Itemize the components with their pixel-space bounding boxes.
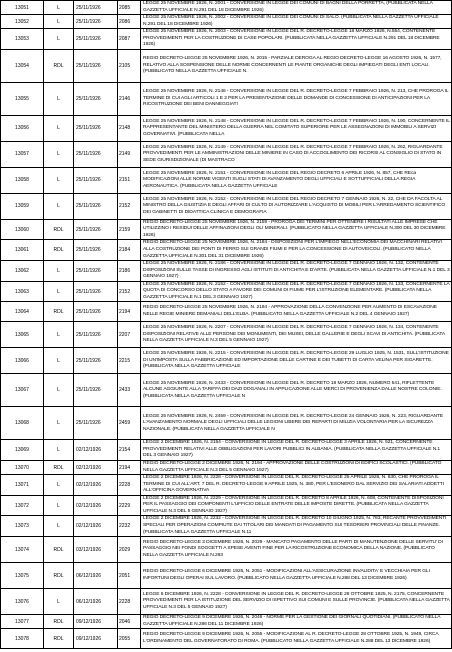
date-cell: 25/11/1926: [74, 240, 118, 261]
page-cell: 2184: [118, 240, 141, 261]
text-cell: LEGGE 2 DICEMBRE 1926, N. 2154 - CONVERSIONE IN LEGGE DEL R. DECRETO-LEGGE 3 APRILE 1926, N. 521, CONCERNENTE PROVVEDIMENTI RELATIVI ALLE OBBLIGAZIONI PER LAVORI PUBBLICI IN ALBANIA. (PUBBLICATA NELLA GAZZETTA UFFICIALE N.1 DEL 3 GENNAIO 1927): [141, 440, 452, 461]
table-row: [1, 261, 452, 282]
number-cell: 13051: [1, 1, 44, 15]
page-cell: 2433: [118, 374, 141, 407]
type-cell: L: [44, 1, 74, 15]
page-cell: 2149: [118, 141, 141, 167]
type-cell: L: [44, 15, 74, 29]
table-row: [1, 167, 452, 193]
page-cell: 2051: [118, 563, 141, 589]
type-cell: L: [44, 475, 74, 496]
type-cell: L: [44, 589, 74, 615]
text-cell: LEGGE 25 NOVEMBRE 1926, N. 2146 - CONVERSIONE IN LEGGE DEL R. DECRETO-LEGGE 7 FEBBRAIO 1926, N. 213, CHE PROROGA IL TERMINE DI CUI AGLI ARTICOLI 1 E 2 PER LA PRESENTAZIONE DELLE DOMANDE DI CONCESSIONE DI ANTICIPAZIONI PER LA RICOSTRUZIONE DEI BENI DANNEGGIATI: [141, 82, 452, 115]
number-cell: 13073: [1, 516, 44, 537]
type-cell: RDL: [44, 629, 74, 649]
table-row: [1, 407, 452, 440]
page-cell: 2207: [118, 322, 141, 348]
type-cell: L: [44, 281, 74, 302]
number-cell: 13054: [1, 49, 44, 82]
number-cell: 13071: [1, 475, 44, 496]
text-cell: REGIO DECRETO-LEGGE 9 DICEMBRE 1926, N. 2055 - MODIFICAZIONE AL R. DECRETO-LEGGE 28 OTTOBRE 1925, N. 1949, CIRCA L'ORDINAMENTO DEL GOVERNATORATO DI ROMA. (PUBBLICATO NELLA GAZZETTA UFFICIALE N.288 DEL 13 DICEMBRE 1926): [141, 629, 452, 649]
number-cell: 13076: [1, 589, 44, 615]
number-cell: 13067: [1, 374, 44, 407]
page-cell: 2215: [118, 348, 141, 374]
table-row: [1, 240, 452, 261]
text-cell: LEGGE 25 NOVEMBRE 1926, N. 2433 - CONVERSIONE IN LEGGE DEL R. DECRETO 18 MARZO 1926, NUMERO 541, RIFLETTENTE ALCUNE AGGIUNTE ALLA TARIFFA DEI DAZI DOGANALI IN APPLICAZIONE ALLE MERCI DI PROVENIENZA DALLE NOSTRE COLONIE. (PUBBLICATA NELLA GAZZETTA UFFICIALE N: [141, 374, 452, 407]
text-cell: LEGGE 25 NOVEMBRE 1926, N. 2151 - CONVERSIONE IN LEGGE DEL REGIO DECRETO 6 APRILE 1926, N. 857, CHE REca MODIFICAZIONI ALLE NORME VIGENTI SUGLI STATI DI AVANZAMENTO DEGLI UFFICIALI E SOTTUFFICIALI DELLA REGIA AERONAUTICA. (PUBBLICATA NELLA GAZZETTA UFFICIALE: [141, 167, 452, 193]
table-row: [1, 537, 452, 563]
type-cell: L: [44, 261, 74, 282]
page-cell: 2085: [118, 1, 141, 15]
type-cell: RDL: [44, 240, 74, 261]
date-cell: 25/11/1926: [74, 29, 118, 50]
text-cell: LEGGE 6 DICEMBRE 1926, N. 2228 - CONVERSIONE IN LEGGE DEL R. DECRETO-LEGGE 28 OTTOBRE 1925, N. 2175, CONCERNENTE PROVVEDIMENTI PER LA ISTITUZIONE DEL SERVIZIO DI ISPETTIVO SUI COMUNI E SULLE PROVINCIE. (PUBBLICATA NELLA GAZZETTA UFFICIALE N.3 DEL 5 GENNAIO 1927): [141, 589, 452, 615]
page-cell: 2105: [118, 49, 141, 82]
date-cell: 25/11/1926: [74, 281, 118, 302]
text-cell: LEGGE 2 DICEMBRE 1926, N. 2229 - CONVERSIONE IN LEGGE DEL R. DECRETO 8 APRILE 1926, N. 608, CONTENENTE DISPOSIZIONI PER IL PASSAGGIO DEI COMPONENTI L'UFFICIO DELLE ENTRATE DELLE IMPOSTE DIRETTE. (PUBBLICATA NELLA GAZZETTA UFFICIALE N.3 DEL 5 GENNAIO 1927): [141, 495, 452, 516]
date-cell: 25/11/1926: [74, 322, 118, 348]
text-cell: LEGGE 2 DICEMBRE 1926, N. 2232 - CONVERSIONE IN LEGGE DEL R. DECRETO 10 GIUGNO 1925, N. 783, RECANTE PROVVEDIMENTI SPECIALI PER OPERAZIONI COMPIUTE DAI TITOLARI DEI MANDATI DI PAGAMENTO SUI TESORIERI PROVINCIALI DELLE FINANZE. (PUBBLICATA NELLA GAZZETTA UFFICIALE N.11: [141, 516, 452, 537]
number-cell: 13069: [1, 440, 44, 461]
page-cell: 2046: [118, 615, 141, 629]
date-cell: 25/11/1926: [74, 141, 118, 167]
page-cell: 2229: [118, 495, 141, 516]
date-cell: 25/11/1926: [74, 348, 118, 374]
text-cell: LEGGE 25 NOVEMBRE 1926, N. 2459 - CONVERSIONE IN LEGGE DEL R. DECRETO-LEGGE 24 GENNAIO 1926, N. 223, RIGUARDANTE L'AVANZAMENTO NORMALE DEGLI UFFICIALI DELLE LEGIONI LIBERE DEI REPARTI DI MILIZIA VOLONTARIA PER LA SICUREZZA NAZIONALE. (PUBBLICATA NELLA GAZZETTA UFFICIALE N: [141, 407, 452, 440]
type-cell: RDL: [44, 302, 74, 322]
table-row: [1, 322, 452, 348]
number-cell: 13074: [1, 537, 44, 563]
table-row: [1, 615, 452, 629]
date-cell: 25/11/1926: [74, 407, 118, 440]
table-row: [1, 589, 452, 615]
page-cell: 2029: [118, 537, 141, 563]
number-cell: 13060: [1, 219, 44, 240]
number-cell: 13064: [1, 302, 44, 322]
date-cell: 09/12/1926: [74, 629, 118, 649]
number-cell: 13056: [1, 115, 44, 141]
number-cell: 13068: [1, 407, 44, 440]
number-cell: 13075: [1, 563, 44, 589]
type-cell: L: [44, 193, 74, 219]
type-cell: L: [44, 141, 74, 167]
number-cell: 13072: [1, 495, 44, 516]
date-cell: 06/12/1926: [74, 563, 118, 589]
table-row: [1, 82, 452, 115]
text-cell: REGIO DECRETO-LEGGE 25 NOVEMBRE 1926, N. 2184 - DISPOSIZIONI PER L'IMPIEGO NELL'ECONOMIA DEI MACCHINARI RELATIVI ALLA COSTRUZIONE DEI PONTI DI FERRO SUI GRANDI FIUMI E PER LA CONCESSIONE DI AUTOVEICOLI. (PUBBLICATO NELLA GAZZETTA UFFICIALE N.301 DEL 31 DICEMBRE 1926): [141, 240, 452, 261]
type-cell: L: [44, 29, 74, 50]
number-cell: 13065: [1, 322, 44, 348]
date-cell: 02/12/1926: [74, 495, 118, 516]
text-cell: LEGGE 25 NOVEMBRE 1926, N. 2148 - CONVERSIONE IN LEGGE DEL R. DECRETO-LEGGE 7 FEBBRAIO 1926, N. 190, CONCERNENTE IL RAPPRESENTANTE DEL MINISTERO DELLA GUERRA NEL COMITATO SUPERIORE PER LE ASSEGNAZIONI DI IMMOBILI A SERVIZI GOVERNATIVI. (PUBBLICATA NELLA: [141, 115, 452, 141]
table-row: [1, 219, 452, 240]
table-row: [1, 563, 452, 589]
type-cell: L: [44, 516, 74, 537]
table-row: [1, 302, 452, 322]
table-row: [1, 475, 452, 496]
table-row: [1, 440, 452, 461]
type-cell: L: [44, 440, 74, 461]
page-cell: 2194: [118, 461, 141, 475]
date-cell: 25/11/1926: [74, 15, 118, 29]
date-cell: 25/11/1926: [74, 302, 118, 322]
table-row: [1, 1, 452, 15]
text-cell: LEGGE 25 NOVEMBRE 1926, N. 2207 - CONVERSIONE IN LEGGE DEL R. DECRETO-LEGGE 7 GENNAIO 1926, N. 134, CONTENENTE DISPOSIZIONI RELATIVE ALLE PERSONE DEI MONUMENTI, DEI MUSEI, DELLE GALLERIE E DEGLI SCAVI DI ANTICHITA. (PUBBLICATA NELLA GAZZETTA UFFICIALE N.3 DEL 5 GENNAIO 1927): [141, 322, 452, 348]
page-cell: 2228: [118, 475, 141, 496]
page-cell: 2086: [118, 15, 141, 29]
page-cell: 2459: [118, 407, 141, 440]
number-cell: 13058: [1, 167, 44, 193]
type-cell: L: [44, 167, 74, 193]
table-row: [1, 374, 452, 407]
type-cell: L: [44, 495, 74, 516]
table-row: [1, 495, 452, 516]
number-cell: 13059: [1, 193, 44, 219]
date-cell: 02/12/1926: [74, 475, 118, 496]
table-row: [1, 141, 452, 167]
text-cell: LEGGE 25 NOVEMBRE 1926, N. 2002 - CONVERSIONE IN LEGGE DEI COMUNI DI SALO. (PUBBLICATA NELLA GAZZETTA UFFICIALE N.291 DEL 18 DICEMBRE 1926): [141, 15, 452, 29]
number-cell: 13077: [1, 615, 44, 629]
type-cell: L: [44, 322, 74, 348]
text-cell: LEGGE 25 NOVEMBRE 1926, N. 2215 - CONVERSIONE IN LEGGE DEL R. DECRETO-LEGGE 29 LUGLIO 1925, N. 1531, SULL'ISTITUZIONE DI UN'IMPOSTA SULLA FABBRICAZIONE ED IMPORTAZIONE DELLE CARTINE E DEI TUBETTI DI CARTA VELINA PER SIGARETTE. (PUBBLICATA NELLA GAZZETTA UFFICIALE: [141, 348, 452, 374]
page-cell: 2194: [118, 302, 141, 322]
type-cell: L: [44, 374, 74, 407]
page-cell: 2055: [118, 629, 141, 649]
page-cell: 2146: [118, 82, 141, 115]
date-cell: 25/11/1926: [74, 374, 118, 407]
number-cell: 13063: [1, 281, 44, 302]
type-cell: L: [44, 348, 74, 374]
number-cell: 13057: [1, 141, 44, 167]
date-cell: 03/12/1926: [74, 537, 118, 563]
date-cell: 25/11/1926: [74, 82, 118, 115]
text-cell: LEGGE 25 NOVEMBRE 1926, N. 2001 - CONVERSIONE IN LEGGE DEI COMUNI DI BAGNI DELLA PORRETTA, (PUBBLICATA NELLA GAZZETTA UFFICIALE N.291 DEL 18 DICEMBRE 1926): [141, 1, 452, 15]
number-cell: 13062: [1, 261, 44, 282]
number-cell: 13078: [1, 629, 44, 649]
type-cell: RDL: [44, 461, 74, 475]
page-cell: 2148: [118, 115, 141, 141]
type-cell: L: [44, 115, 74, 141]
table-row: [1, 29, 452, 50]
page-cell: 2151: [118, 167, 141, 193]
type-cell: RDL: [44, 615, 74, 629]
type-cell: RDL: [44, 219, 74, 240]
page-cell: 2232: [118, 516, 141, 537]
page-cell: 2186: [118, 261, 141, 282]
page-cell: 2159: [118, 219, 141, 240]
text-cell: REGIO DECRETO-LEGGE 2 DICEMBRE 1926, N. 2194 - APPROVAZIONE DELLE COSTRUZIONI DI EDIFICI SCOLASTICI. (PUBBLICATO NELLA GAZZETTA UFFICIALE N.3 DEL 5 GENNAIO 1927): [141, 461, 452, 475]
text-cell: LEGGE 25 NOVEMBRE 1926, N. 2152 - CONVERSIONE IN LEGGE DEL R. DECRETO-LEGGE 7 GENNAIO 1926, N. 133, CONCERNENTE LA QUOTA DI CONCORSO DELLO STATO A FAVORE DEI COMUNI DI FIUME PER L'ISTRUZIONE ELEMENTARE. (PUBBLICATA NELLA GAZZETTA UFFICIALE N.1 DEL 3 GENNAIO 1927): [141, 281, 452, 302]
text-cell: REGIO DECRETO-LEGGE 6 DICEMBRE 1926, N. 2051 - MODIFICAZIONI ALL'ASSICURAZIONE INVALIDITA' E VECCHIAIA PER GLI INFORTUNI DEGLI OPERAI SUL LAVORO. (PUBBLICATO NELLA GAZZETTA UFFICIALE N.288 DEL 13 DICEMBRE 1926): [141, 563, 452, 589]
page-cell: 2152: [118, 193, 141, 219]
number-cell: 13070: [1, 461, 44, 475]
table-row: [1, 115, 452, 141]
table-row: [1, 461, 452, 475]
date-cell: 02/12/1926: [74, 516, 118, 537]
type-cell: L: [44, 407, 74, 440]
table-row: [1, 629, 452, 649]
page-cell: 2087: [118, 29, 141, 50]
page-cell: 2228: [118, 589, 141, 615]
number-cell: 13053: [1, 29, 44, 50]
type-cell: RDL: [44, 537, 74, 563]
table-body: [1, 1, 452, 649]
number-cell: 13066: [1, 348, 44, 374]
date-cell: 25/11/1926: [74, 49, 118, 82]
date-cell: 02/12/1926: [74, 440, 118, 461]
date-cell: 06/12/1926: [74, 589, 118, 615]
date-cell: 25/11/1926: [74, 193, 118, 219]
text-cell: REGIO DECRETO-LEGGE 3 DICEMBRE 1926, N. 2029 - MANCATO PAGAMENTO DELLE PARTI DI MANUTENZIONE DELLE SERVITU' DI PASSAGGIO NEI FONDI SOGGETTI A SPESE AVENTI FINE PER LA RICOSTRUZIONE ECONOMICA DELLA NAZIONE. (PUBBLICATO NELLA GAZZETTA UFFICIALE N.293: [141, 537, 452, 563]
table-row: [1, 193, 452, 219]
text-cell: LEGGE 25 NOVEMBRE 1926, N. 2186 - CONVERSIONE IN LEGGE DEL R. DECRETO-LEGGE 7 GENNAIO 1926, N. 132, CONTENENTE DISPOSIZIONI SULLE TASSE DI INGRESSO AGLI ISTITUTI DI ANTICHITA E D'ARTE. (PUBBLICATA NELLA GAZZETTA UFFICIALE N.1 DEL 3 GENNAIO 1927): [141, 261, 452, 282]
page-cell: 2152: [118, 281, 141, 302]
text-cell: REGIO DECRETO-LEGGE 25 NOVEMBRE 1926, N. 2159 - PROROGA DEI TERMINI PER OTTENERE I RISULTATI ALLE IMPRESE CHE UTILIZZINO I RESIDUI DELLE AFFINAZIONI DEGLI OLI MINERALI. (PUBBLICATO NELLA GAZZETTA UFFICIALE N.300 DEL 30 DICEMBRE 1926): [141, 219, 452, 240]
table-row: [1, 49, 452, 82]
text-cell: LEGGE 25 NOVEMBRE 1926, N. 2003 - CONVERSIONE IN LEGGE DEL R. DECRETO-LEGGE 18 MARZO 1926, N.554, CONTENENTE PROVVEDIMENTI PER LA COSTRUZIONE DI CASE POPOLARI. (PUBBLICATA NELLA GAZZETTA UFFICIALE N.291 DEL 18 DICEMBRE 1926): [141, 29, 452, 50]
text-cell: REGIO DECRETO-LEGGE 25 NOVEMBRE 1926, N. 2194 - APPROVAZIONE DELLA CONVENZIONE PER AUMENTO DI ESCAVAZIONE NELLE REGIE MINIERE DEMANIALI DELL'ELBA. (PUBBLICATO NELLA GAZZETTA UFFICIALE N.2 DEL 4 GENNAIO 1927): [141, 302, 452, 322]
type-cell: RDL: [44, 563, 74, 589]
date-cell: 02/12/1926: [74, 461, 118, 475]
text-cell: REGIO DECRETO-LEGGE 9 DICEMBRE 1926, N. 2046 - NORME PER LA GESTIONE DEI GIORNALI QUOTIDIANI. (PUBBLICATO NELLA GAZZETTA UFFICIALE N.286 DEL 11 DICEMBRE 1926): [141, 615, 452, 629]
type-cell: L: [44, 82, 74, 115]
text-cell: LEGGE 25 NOVEMBRE 1926, N. 2152 - CONVERSIONE IN LEGGE DEL REGIO DECRETO 7 GENNAIO 1926, N. 22, CHE DA FACOLTA AL MINISTRO DELLA GIUSTIZIA E DEGLI AFFARI DI CULTO DI AUTORIZZARE L'ACQUISTO DI MOBILI PER L'ARREDAMENTO SCIENTIFICO DEI GABINETTI DI DIDATTICA CLINICA E DEMOGRAFIA: [141, 193, 452, 219]
number-cell: 13055: [1, 82, 44, 115]
date-cell: 25/11/1926: [74, 167, 118, 193]
text-cell: LEGGE 25 NOVEMBRE 1926, N. 2149 - CONVERSIONE IN LEGGE DEL R. DECRETO-LEGGE 7 FEBBRAIO 1926, N. 262, RIGUARDANTE PROVVEDIMENTI PER LE AMMINISTRAZIONI DELLE MINIERE IN CASO DI ACCOGLIMENTO DEI RICORSI AL CONSIGLIO DI STATO IN SEDE GIURISDIZIONALE (DI MASTRACO: [141, 141, 452, 167]
table-row: [1, 516, 452, 537]
date-cell: 25/11/1926: [74, 115, 118, 141]
text-cell: LEGGE 2 DICEMBRE 1926, N. 2228 - CONVERSIONE IN LEGGE DEL R. DECRETO-LEGGE 25 APRILE 1926, N. 630, CHE PROROGA IL TERMINE DI CUI ALL'ART. 7 DEL R. DECRETO-LEGGE 9 APRILE 1925, N. 380, PER L'ESONERO DAL SERVIZIO DEI SALARIATI ADDETTI ALL'OFFICINA GOVERNATIVA: [141, 475, 452, 496]
number-cell: 13052: [1, 15, 44, 29]
table-row: [1, 348, 452, 374]
table-row: [1, 281, 452, 302]
date-cell: 25/11/1926: [74, 1, 118, 15]
text-cell: REGIO DECRETO-LEGGE 25 NOVEMBRE 1926, N. 2015 - PARZIALE DEROGA AL REGIO DECRETO-LEGGE 16 AGOSTO 1926, N. 1577, RELATIVO ALLA SOSPENSIONE DELLE NORME CONCERNENTI LE PIANTE ORGANICHE DEGLI IMPIEGATI DEGLI ENTI LOCALI. (PUBBLICATO NELLA GAZZETTA UFFICIALE N.: [141, 49, 452, 82]
page-cell: 2154: [118, 440, 141, 461]
date-cell: 25/11/1926: [74, 219, 118, 240]
date-cell: 25/11/1926: [74, 261, 118, 282]
table-row: [1, 15, 452, 29]
type-cell: RDL: [44, 49, 74, 82]
date-cell: 09/12/1926: [74, 615, 118, 629]
number-cell: 13061: [1, 240, 44, 261]
